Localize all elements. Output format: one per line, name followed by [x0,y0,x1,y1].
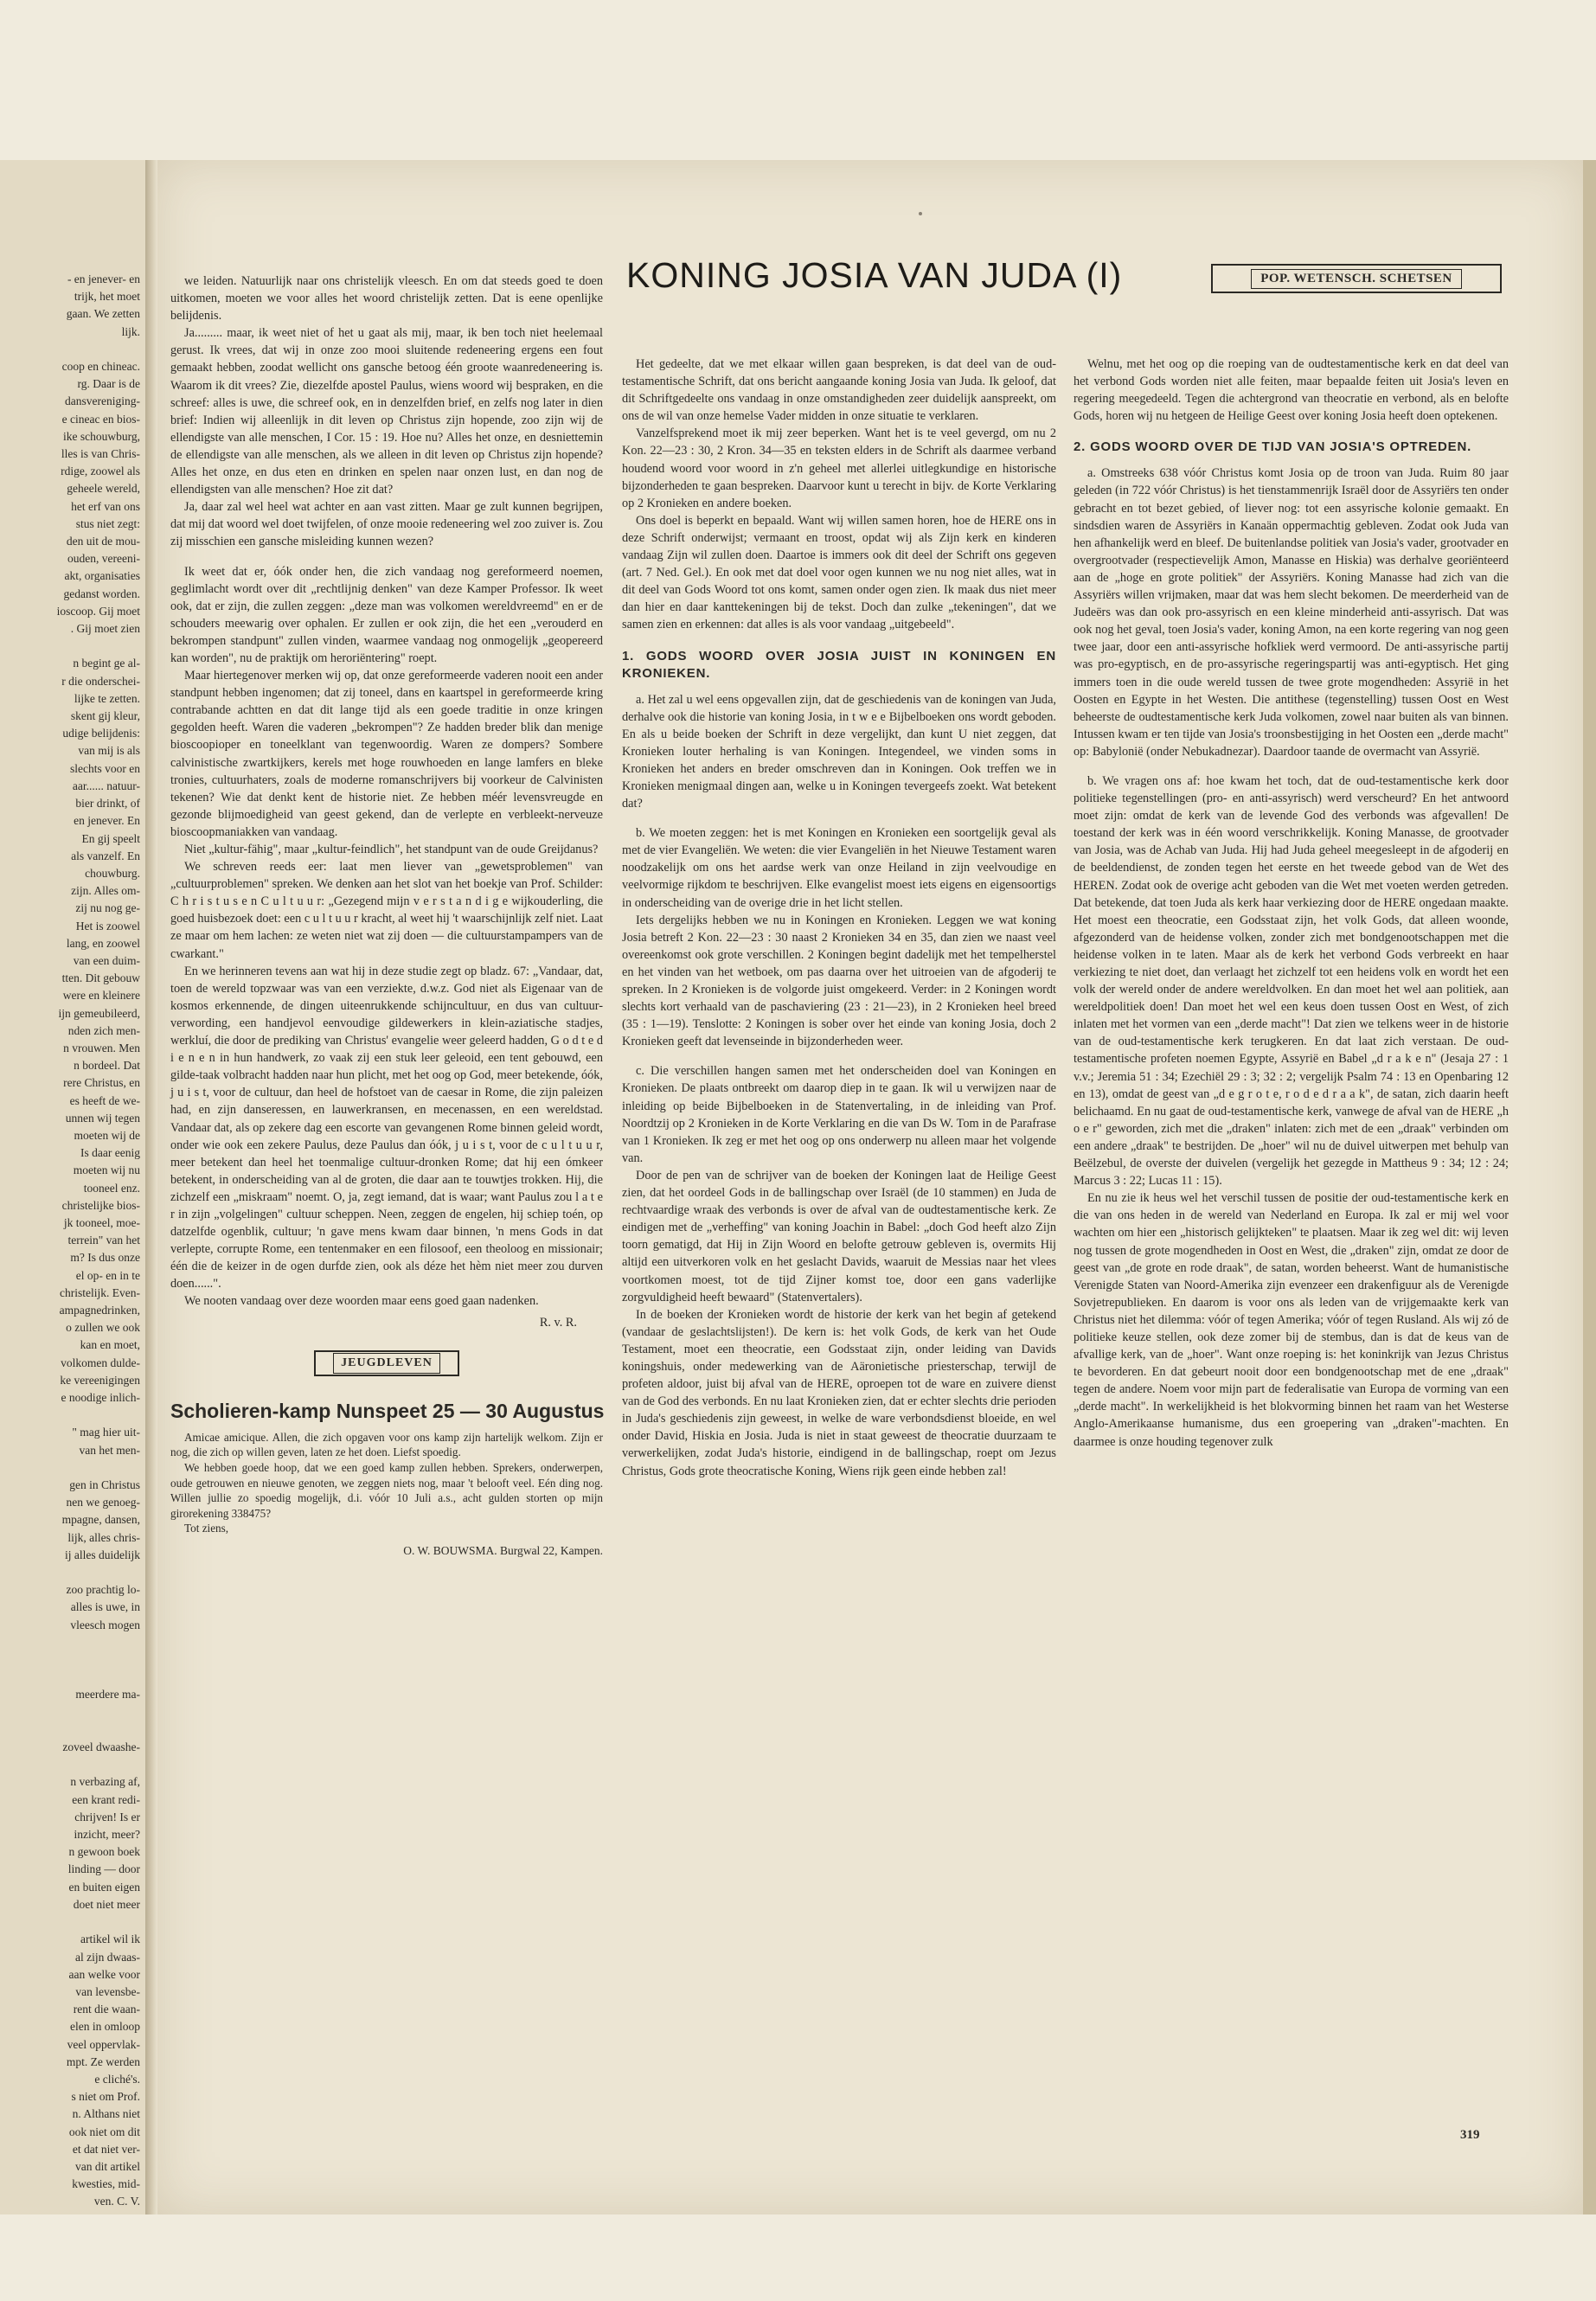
prev-page-line: rg. Daar is de [77,377,140,391]
prev-page-line: aar...... natuur- [72,779,140,792]
prev-page-line: " mag hier uit- [72,1426,140,1439]
paragraph: Ons doel is beperkt en bepaald. Want wij willen samen horen, hoe de HERE ons in deze Schrift onderwijst; vermaant en troost, opdat wij als Zijn kerk en kinderen vandaag Zijn wil zullen doen. Daartoe is immers ook dit deel der Schrift ons gegeven (art. 7 Ned. Gel.). En ook met dat doel voor ogen kunnen we nu nog niet alles, wat in dit deel van Gods Woord tot ons komt, samen onder ogen zien. Ik maak dus niet meer dan hier en daar kanttekeningen bij de tekst. Doch dan zulke „tekeningen", dat we samen zien en erkennen: dat alles is als voor vandaag „uitgebeeld". [622,513,1056,632]
prev-page-line: chouwburg. [85,866,140,880]
prev-page-line: e cliché's. [94,2072,140,2086]
prev-page-line: jk tooneel, moe- [63,1215,140,1229]
paragraph: Iets dergelijks hebben we nu in Koningen en Kronieken. Leggen we wat koning Josia betreft 2 Kon. 22—23 : 30 naast 2 Kronieken 34 en 35, dan zien we naast veel overeenkomst ook grote verschillen. 2 Koningen begint dadelijk met het tempelherstel en het vinden van het wetboek, om pas daarna over het uitroeien van de afgoderij te spreken. In 2 Kronieken is de volgorde juist omgekeerd. Verder: in 2 Koningen wordt slechts kort verhaald van de paschaviering (23 : 21—23), in 2 Kronieken heel breed (35 : 1—19). Tenslotte: 2 Koningen is sober over het einde van koning Josia, doch 2 Kronieken geeft dat levenseinde in bijzonderheden weer. [622,913,1056,1049]
prev-page-line [0,1704,145,1721]
prev-page-line: linding — door [67,1862,140,1876]
prev-page-line: el op- en in te [75,1268,140,1282]
prev-page-line [0,1459,145,1477]
prev-page-line: zijn. Alles om- [71,884,140,898]
prev-page-line: En gij speelt [81,831,140,845]
prev-page-line: van een duim- [73,953,140,967]
prev-page-line: zij nu nog ge- [75,901,140,915]
prev-page-line [0,1564,145,1581]
paragraph: En we herinneren tevens aan wat hij in deze studie zegt op bladz. 67: „Vandaar, dat, toen de wereld topzwaar was van een verziekte, d.w.z. God niet als Eigenaar van de kosmos erkennende, de dingen uiteenrukkende schijncultuur, en dus van cultuur-verwording, een handjevol eenvoudige gildewerkers in klein-aziatische stadjes, werkluí, die door de prediking van Christus' evangelie weer geleerd hadden, G o d t e d i e n e n in hun handwerk, zo vaak zij een stuk leer geleoid, een tent gebouwd, een gilde-taak volbracht hadden naar hun plicht, met het oog op God, meer betekende, óók, j u i s t, voor de cultuur, dan heel de hofstoet van de caesar in Rome, die zijn paleizen had, en zijn danseressen, en lauwerkransen, en mecenassen, en een wereldstad. Vandaar dat, als op zekere dag een escorte van gevangenen Rome binnen geleid wordt, onder wie ook een zekere Paulus, deze Paulus dan óók, j u i s t, voor de c u l t u u r, meer betekent dan heel het toenmalige cultuur-dronken Rome; dat hij een ómkeer betekent, in onderscheiding van al de groten, die daar aan te touwtjes trokken. Hij, die zichzelf een „miskraam" noemt. O, ja, zegt iemand, dat is waar; want Paulus zou l a t e r in zijn „volgelingen" cultuur scheppen. Neen, zeggen de engelen, hij schiep toén, op datzelfde ogenblik, cultuur; 'n gave mens kwam daar binnen, 'n mens Gods in dat verlepte, corrupte Rome, een tentenmaker en een filosoof, een theoloog en missionair; één die de keizer in de ogen durfde zien, ook als déze het hèm niet meer zou durven doen......". [170,964,603,1292]
camp-closing: Tot ziens, [184,1522,229,1535]
previous-page-fragment [0,160,145,2214]
section-label: JEUGDLEVEN [333,1353,440,1374]
prev-page-line: akt, organisaties [64,569,140,583]
prev-page-line: r die onderschei- [61,674,140,688]
paragraph: We schreven reeds eer: laat men liever van „gewetsproblemen" van „cultuurproblemen" spreken. We denken aan het slot van het boekje van Prof. Schilder: C h r i s t u s e n C u l t u u r: „Gezegend mijn v e r s t a n d i g e wijkouderling, die goed huisbezoek doet: een c u l t u u r kracht, al weet hij 't waarschijnlijk zelf niet. Laat ze maar om hem lachen: ze weten niet wat zij doen — die cultuurstampampers van de cwarkant." [170,860,604,961]
prev-page-line: o zullen we ook [66,1321,140,1335]
prev-page-line: e noodige inlich- [61,1391,140,1404]
prev-page-line: moeten wij nu [73,1163,140,1177]
paragraph: Niet „kultur-fähig", maar „kultur-feindlich", het standpunt van de oude Greijdanus? [184,843,599,856]
prev-page-line: terrein" van het [67,1234,140,1247]
article-title: KONING JOSIA VAN JUDA (I) [626,255,1123,295]
prev-page-line: ij alles duidelijk [65,1548,140,1561]
prev-page-line: kan en moet, [80,1338,140,1352]
prev-page-line: chrijven! Is er [74,1810,140,1823]
prev-page-line [0,1913,145,1931]
prev-page-line: slechts voor en [70,761,140,775]
article-column-2 [1074,356,1509,1451]
prev-page-line: lijk, alles chris- [67,1530,140,1544]
prev-page-line: rent die waan- [73,2003,140,2016]
paragraph: In de boeken der Kronieken wordt de historie der kerk van het begin af getekend (vandaar de geslachtslijsten!). De kern is: het volk Gods, de kerk van het Oude Testament, moet een theocratie, een Godsstaat zijn, onder leiding van Davids koningshuis, onder medewerking van de Aäronietische priesterschap, terwijl de profeten aldoor, juist bij afval van de HERE, oproepen tot de ware en zuivere dienst van de God des verbonds. En nu laat Kronieken zien, dat er echter slechts drie perioden in Juda's geschiedenis zijn geweest, in welke de ware verbondsdienst bloeide, en wel onder David, Hiskia en Josia. Juda is niet in staat geweest de theocratie duurzaam te verwerkelijken, zodat Juda's historie, eindigend in de ballingschap, roept om Jezus Christus, Gods grote theocratische Koning, Wiens rijk geen einde hebben zal! [622,1307,1056,1478]
prev-page-line: lles is van Chris- [61,447,140,461]
paragraph: b. We moeten zeggen: het is met Koningen en Kronieken een soortgelijk geval als met de vier Evangeliën. We weten: die vier Evangeliën in het Nieuwe Testament waren noodzakelijk om ons het aardse werk van onze Heiland in zijn veelvoudige en veelvormige rijkdom te beschrijven. Elke evangelist moest iets eigens en eigensoortigs in onderscheiding van de overige drie in het licht stellen. [622,826,1056,910]
article-signature: R. v. R. [539,1315,577,1330]
paragraph: Het gedeelte, dat we met elkaar willen gaan bespreken, is dat deel van de oud-testamentische Schrift, dat ons bericht aangaande koning Josia van Juda. Ik geloof, dat dit Schriftgedeelte ons vandaag in onze omstandigheden zeer duidelijk aanspreekt, om ons de wil van onze hemelse Vader midden in onze situatie te verklaren. [622,357,1056,424]
section-heading: 2. GODS WOORD OVER DE TIJD VAN JOSIA'S OPTREDEN. [1074,439,1472,455]
prev-page-line: christelijk. Even- [60,1285,140,1299]
prev-page-line: rdige, zoowel als [61,465,140,478]
page-fold [145,160,157,2214]
prev-page-line: . Gij moet zien [70,622,140,636]
prev-page-line: moeten wij de [74,1128,140,1142]
prev-page-line [0,341,145,358]
prev-page-line: tooneel enz. [83,1181,140,1195]
prev-page-line: ook niet om dit [68,2125,140,2138]
prev-page-line: lijk. [121,324,140,338]
prev-page-line: mpt. Ze werden [66,2054,140,2068]
prev-page-line: vleesch mogen [70,1618,140,1631]
prev-page-line: bier drinkt, of [75,797,140,811]
prev-page-line: tten. Dit gebouw [61,971,140,985]
prev-page-line [0,1721,145,1739]
prev-page-line: ioscoop. Gij moet [56,604,140,618]
camp-announcement-body [170,1430,603,1559]
series-label: POP. WETENSCH. SCHETSEN [1251,269,1462,289]
paragraph: Ja, daar zal wel heel wat achter en aan vast zitten. Maar ge zult kunnen begrijpen, dat mij dat woord wel doet twijfelen, of onze mooie redeneering wel zoo zuiver is. Zou zij misschien een gansche misleiding kunnen wezen? [170,500,603,549]
paragraph: b. We vragen ons af: hoe kwam het toch, dat de oud-testamentische kerk door politieke tegenstellingen (pro- en anti-assyrisch) werd verscheurd? En het antwoord moet zijn: omdat de kerk van de levende God des verbonds was afgevallen! De toestand der kerk was in één woord verschrikkelijk. Koning Manasse, de grootvader van Josia, was de Achab van Juda. Hij had Juda geheel meegesleept in de afgoderij en de beeldendienst, de zonden tegen het eerste en het tweede gebod van de Wet des HEREN. Zodat ook de overige acht geboden van die Wet met voeten werden getreden. Dat betekende, dat toen Juda als kerk haar verkiezing door de HERE ongedaan maakte. Het moest een theocratie, een Godsstaat zijn, het volk Gods, dat alleen woonde, afgezonderd van de heidense volken, zonder zich met bondgenootschappen met die heidense volken in te laten. Maar als de kerk het verbond Gods verbreekt en haar verkiezing te niet doet, dan verlaagt het zichzelf tot een heidens volk en wordt het een volk der wereld onder de andere wereldvolken. En dan moet het wel aan politiek, aan wereldpolitiek doen! Dan moet het wel een keus doen tussen Oost en West, of zich inlaten met het vormen van een „derde macht"! Dat zien we telkens weer in de historie van de oud-testamentische kerk terugkeren. En dat laat zich verstaan. De oud-testamentische profeten noemen Egypte, Assyrië en Babel „d r a k e n" (Jesaja 27 : 1 v.v.; Jeremia 51 : 34; Ezechiël 29 : 3; 32 : 2; vergelijk Psalm 74 : 13 en Openbaring 12 en 13), omdat de geest van „d e g r o t e, r o d e d r a a k", de satan, zich daarin heeft belichaamd. En nu gaat de oud-testamentische kerk, vanwege de afval van de HERE „h o e r" geworden, zich met die „draken" inlaten: zich met de een „draak" verbinden om een andere „draak" te bestrijden. De „hoer" wil nu de duivel uitwerpen met behulp van Beëlzebul, de overste der duivelen (vergelijk het gezegde in Mattheus 9 : 34; 12 : 24; Marcus 3 : 22; Lucas 11 : 15). [1074,773,1509,1189]
prev-page-line: van levensbe- [75,1984,140,1998]
prev-page-line: n verbazing af, [70,1775,140,1789]
prev-page-line: rere Christus, en [63,1076,140,1090]
prev-page-line: dansvereniging- [65,394,140,408]
prev-page-line: veel oppervlak- [67,2037,140,2051]
prev-page-line: n vrouwen. Men [63,1041,140,1054]
prev-page-line [0,1407,145,1424]
prev-page-line: m? Is dus onze [70,1251,140,1265]
prev-page-line: lijke te zetten. [74,691,140,705]
prev-page-line: lang, en zoowel [66,936,140,950]
prev-page-line: christelijke bios- [61,1198,140,1212]
prev-page-line [0,638,145,655]
prev-page-line: zoo prachtig lo- [66,1583,140,1597]
series-label-box [1211,264,1502,293]
prev-page-line: n. Althans niet [72,2107,140,2121]
prev-page-line: nden zich men- [67,1023,140,1037]
prev-page-line: coop en chineac. [61,360,140,374]
prev-page-line: es heeft de we- [69,1093,140,1107]
prev-page-line: den uit de mou- [66,535,140,548]
prev-page-line: meerdere ma- [75,1688,140,1702]
prev-page-line: s niet om Prof. [71,2090,140,2104]
prev-page-line: n begint ge al- [73,657,140,670]
prev-page-line: udige belijdenis: [62,727,140,740]
prev-page-line: ke vereenigingen [60,1373,140,1387]
camp-announcement-title: Scholieren-kamp Nunspeet 25 — 30 Augustus [170,1399,605,1422]
prev-page-line: ouden, vereeni- [67,552,140,566]
paragraph: Vanzelfsprekend moet ik mij zeer beperken. Want het is te veel gevergd, om nu 2 Kon. 22—23 : 30, 2 Kron. 34—35 en teksten elders in de Schrift als daarmee verband houdend woord voor woord in z'n geheel met allerlei uitlegkundige en historische bijzonderheden te gaan bespreken. Daarvoor kunt u terecht in bijv. de Korte Verklaring op 2 Kronieken en andere boeken. [622,426,1056,510]
prev-page-line: al zijn dwaas- [75,1950,140,1964]
scan-right-edge [1583,160,1596,2214]
prev-page-line: kwesties, mid- [72,2177,140,2191]
paragraph: Maar hiertegenover merken wij op, dat onze gereformeerde vaderen nooit een ander standpunt hebben ingenomen; dat zij toneel, dans en kaartspel in gereformeerde kring contrabande achtten en dat dit lange tijd als een goede traditie in onze kringen gegolden heeft. Waren die vaderen „bekrompen"? Ze hadden breder blik dan menige bioscoopioper en toneelklant van tegenwoordig. Waren ze dompers? Sombere calvinistische zwartkijkers, kerels met hoge rouwhoeden en lange lamfers en bleke tronies, cultuurhaters, zoals de moderne romanschrijvers bij voorkeur de Calvinisten tekenen? Wie dat denkt kent de historie niet. Ze hebben méér levensvreugde en gezonde blijmoedigheid van geest gekend, dan de verlepte en verbleekt-nerveuze bioscoopmaniakken van vandaag. [170,669,603,839]
paragraph: c. Die verschillen hangen samen met het onderscheiden doel van Koningen en Kronieken. De plaats ontbreekt om daarop diep in te gaan. Ik wil u verwijzen naar de inleiding op beide Bijbelboeken in de Statenvertaling, in de inleiding van Prof. Noordtzij op 2 Kronieken in de Korte Verklaring en die van Ds W. Tom in de Parafrase van 1 Kronieken. Ik zeg er met het oog op ons onderwerp nu alleen maar het volgende van. [622,1064,1056,1165]
prev-page-line: ike schouwburg, [63,429,140,443]
prev-page-line [0,1651,145,1669]
prev-page-line: artikel wil ik [80,1932,140,1946]
prev-page-line: n gewoon boek [68,1845,140,1859]
prev-page-line: mpagne, dansen, [61,1513,140,1527]
paragraph: Ja......... maar, ik weet niet of het u gaat als mij, maar, ik ben toch niet heelemaal gerust. Ik vrees, dat wij in onze zoo mooi sluitende redeneering ergens een fout gemaakt hebben, zoodat wellicht ons gansche betoog één groote waanredeneering is. Waarom ik dit vrees? Zie, diezelfde apostel Paulus, wiens woord wij bespraken, en die schreef: alles is uwe, die schreef ook, en in denzelfden brief, en zelfs nog later in dien brief: Indien wij alleenlijk in dit leven op Christus zijn hopende, zoo zijn wij de ellendigste van alle menschen, I Cor. 15 : 19. Hoe nu? Alles het onze, en desniettemin de ellendigste van alle menschen, als we alleen in dit leven op Christus zijn hopende? Alles het onze, en dus eten en drinken en spelen naar onzen lust, en dan nog de ellendigsten van alle menschen? Hoe zit dat? [170,326,603,497]
page-number: 319 [1460,2128,1480,2142]
paragraph: Door de pen van de schrijver van de boeken der Koningen laat de Heilige Geest zien, dat het oordeel Gods in de ballingschap over Israël (de 10 stammen) en Juda de rechtvaardige wraak des verbonds is over de afval van de oudtestamentische kerk. Ze eindigen met de „verheffing" van koning Joachin in Babel: „doch God heeft alzo Zijn toorn gematigd, dat Hij in Zijn Woord en belofte getrouw gebleven is, overmits Hij altijd een uitverkoren volk en het geslacht Davids, waaruit de Messias naar het vlees voortkomen moest, tot de tijd Zijner komst toe, door een gans vaderlijke zorgvuldigheid heeft bewaard" (Statenvertalers). [622,1168,1056,1304]
article-continuation-column [170,272,603,1558]
prev-page-line: zoveel dwaashe- [62,1740,140,1754]
prev-page-line: gen in Christus [69,1478,140,1492]
prev-page-line: geheele wereld, [67,482,140,496]
camp-signer: O. W. BOUWSMA. Burgwal 22, Kampen. [403,1543,603,1557]
prev-page-line: en jenever. En [74,814,140,828]
paragraph: we leiden. Natuurlijk naar ons christelijk vleesch. En om dat steeds goed te doen uitkomen, moeten we voor alles het woord christelijk zetten. Dat is eene openlijke belijdenis. [170,274,603,324]
prev-page-line: n bordeel. Dat [74,1059,140,1073]
prev-page-line: het erf van ons [71,499,140,513]
prev-page-line: Het is zoowel [75,919,140,933]
prev-page-line [0,1634,145,1651]
prev-page-line: als vanzelf. En [71,849,140,862]
prev-page-line: nen we genoeg- [66,1496,140,1509]
paragraph: En nu zie ik heus wel het verschil tussen de positie der oud-testamentische kerk en die van ons heden in de wereld van Nederland en Europa. Ik zal er mij wel voor wachten om hier een „historisch gelijkteken" te plaatsen. Maar ik zeg wel dit: wij leven nog tussen de grote mogendheden in Oost en West, die „draken" zijn, omdat ze door de geest van „de grote en rode draak", de satan, worden beheerst. Want de humanistische Verenigde Staten van Noord-Amerika zijn evenzeer een drakenfiguur als de Verenigde Sovjetrepublieken. En daarom is voor ons als leden van de vrijgemaakte kerk van Christus niet het dilemma: vóór of tegen Amerika; vóór of tegen Rusland. Als wij zó de politieke keuze stellen, ook deze zomer bij de stembus, dan is dat de keus van de afvallige kerk, van de „hoer". Want onze roeping is: het koninkrijk van Jezus Christus te bevorderen. En dat gebeurt nooit door een bondgenootschap met de ene „draak" tegen de andere. Noem voor mijn part de federalisatie van Europa de vorming van een „derde macht". In werkelijkheid is het blokvorming binnen het raam van het Westerse Anglo-Amerikaanse humanisme, dus een groepering van „draken"-machten. En daarmee is onze houding tegenover zulk [1074,1191,1509,1449]
paragraph: Welnu, met het oog op die roeping van de oudtestamentische kerk en dat deel van het verbond Gods worden niet alle feiten, maar bepaalde feiten uit Josia's leven en regering meegedeeld. Tegen die achtergrond van theocratie en verbond, als en belofte Gods, horen wij nu hetgeen de Heilige Geest over koning Josia heeft doen optekenen. [1074,357,1509,424]
prev-page-line: e cineac en bios- [61,412,140,426]
prev-page-line: were en kleinere [62,989,140,1003]
prev-page-line: unnen wij tegen [65,1111,140,1125]
prev-page-line: van het men- [79,1443,140,1457]
prev-page-line: volkomen dulde- [61,1356,140,1369]
paragraph: a. Het zal u wel eens opgevallen zijn, dat de geschiedenis van de koningen van Juda, derhalve ook die historie van koning Josia, in t w e e Bijbelboeken ons wordt geboden. En als u beide boeken der Schrift in deze vergelijkt, dan kunt U niet zeggen, dat Kronieken louter herhaling is van Koningen. Integendeel, we vinden soms in Kronieken het anders en breder omschreven dan in Koningen. Ook treffen we in Kronieken menigmaal dingen aan, welke u in Koningen tevergeefs zoekt. Wat betekent dat? [622,692,1056,811]
prev-page-line: aan welke voor [68,1967,140,1981]
magazine-page [157,160,1583,2214]
prev-page-line: gedanst worden. [63,586,140,600]
prev-page-line [0,1756,145,1773]
prev-page-line: et dat niet ver- [72,2142,140,2156]
camp-paragraph: Amicae amicique. Allen, die zich opgaven voor ons kamp zijn hartelijk welkom. Zijn er nog, die zich op willen geven, laten ze het doen. Liefst spoedig. [170,1430,603,1459]
prev-page-line [0,1669,145,1686]
section-heading: 1. GODS WOORD OVER JOSIA JUIST IN KONINGEN EN KRONIEKEN. [622,648,1056,681]
prev-page-line: ven. C. V. [93,2195,140,2208]
prev-page-line: inzicht, meer? [74,1828,140,1842]
camp-paragraph: We hebben goede hoop, dat we een goed kamp zullen hebben. Sprekers, onderwerpen, oude getrouwen en nieuwe genoten, we zeggen niets nog, maar 't belooft veel. Eén ding nog. Willen jullie zo spoedig mogelijk, d.i. vóór 10 Juli a.s., acht gulden storten op mijn girorekening 338475? [170,1460,603,1520]
prev-page-line: - en jenever- en [67,272,140,285]
prev-page-line: Is daar eenig [80,1146,140,1160]
prev-page-line: een krant redi- [72,1792,140,1806]
paragraph: We nooten vandaag over deze woorden maar eens goed gaan nadenken. [184,1294,539,1309]
scan-background [0,0,1596,160]
prev-page-line: elen in omloop [70,2020,140,2034]
scan-background-bottom [0,2214,1596,2301]
paragraph: a. Omstreeks 638 vóór Christus komt Josia op de troon van Juda. Ruim 80 jaar geleden (in 722 vóór Christus) is het tienstammenrijk Israël door de Assyriërs ten onder gebracht en tot bezet gebied, of liever nog: tot een assyrische kolonie gemaakt. En sindsdien waren de Assyriërs in Kanaän oppermachtig gebleven. Zodat ook Juda van hen afhankelijk werd en bleef. De buitenlandse politiek van Josia's vader, grootvader en overgrootvader (respectievelijk Amon, Manasse en Hiskia) was derhalve georiënteerd aan de „hoge en grote politiek" der Assyriërs. Koning Manasse had zich van die Assyriërs willen vrijmaken, maar dat was hem slecht bekomen. De meerderheid van de Judeërs was dan ook pro-assyrisch en een kleine minderheid anti-assyrisch. Dat was ook nog het geval, toen Josia's vader, koning Amon, na een korte regering van nog geen twee jaar, door een anti-assyrische hofkliek werd vermoord. De anti-assyrische partij was pro-egyptisch, en de pro-assyrische regeringspartij was anti-egyptisch. Het ging immers toen in die oude wereld tussen de twee grote mogendheden: Assyrië in het Oosten en Egypte in het Westen. Die antithese (tegenstelling) tussen Oost en West beheerste de oudtestamentische kerk Juda volkomen, zowel naar buiten als van binnen. Intussen kwam er ten tijde van Josia's troonsbestijging in het Oosten een „derde macht" op: Babylonië (onder Nebukadnezar). Daardoor taande de overmacht van Assyrië. [1074,466,1509,759]
prev-page-line: skent gij kleur, [70,709,140,723]
prev-page-line: ijn gemeubileerd, [58,1006,140,1020]
prev-page-line: stus niet zegt: [75,516,140,530]
article-column-1 [622,356,1056,1480]
prev-page-line: doet niet meer [73,1897,140,1911]
prev-page-line: en buiten eigen [68,1880,140,1894]
section-label-box [314,1350,459,1376]
prev-page-line: van mij is als [78,744,140,758]
prev-page-line: van dit artikel [75,2159,140,2173]
paragraph: Ik weet dat er, óók onder hen, die zich vandaag nog gereformeerd noemen, geglimlacht wordt over dit „rechtlijnig denken" van deze Kamper Professor. Ik weet ook, dat er zijn, die zullen zeggen: „deze man was volkomen wereldvreemd" en er de schouders meewarig over ophalen. Er zullen er ook zijn, die het een „verouderd en bekrompen standpunt" zullen vinden, waarmee vandaag nog onmogelijk „geopereerd kan worden", nu de praktijk om heroriëntering" roept. [170,564,603,665]
prev-page-line: alles is uwe, in [70,1600,140,1614]
prev-page-line: gaan. We zetten [66,307,140,321]
prev-page-line: trijk, het moet [74,290,140,304]
prev-page-line: ampagnedrinken, [59,1303,140,1317]
punch-mark [919,212,922,215]
